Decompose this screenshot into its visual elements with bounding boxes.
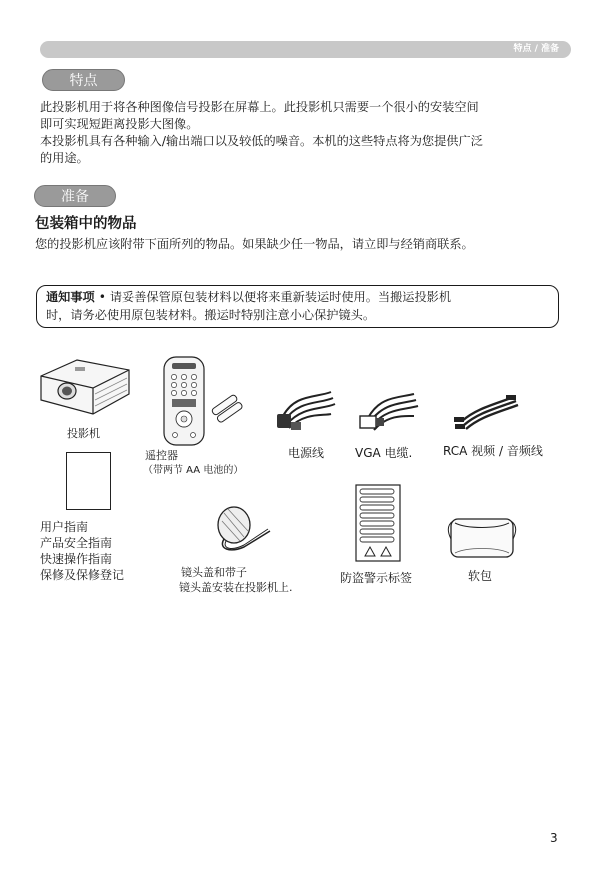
projector-icon — [37, 354, 133, 420]
caption-rca-cable: RCA 视频 / 音频线 — [443, 444, 543, 458]
caption-vga-cable: VGA 电缆. — [355, 446, 413, 460]
caption-manual-4: 保修及保修登记 — [40, 568, 125, 582]
features-para1-line2: 即可实现短距离投影大图像。 — [40, 117, 199, 131]
caption-manual-1: 用户指南 — [40, 520, 89, 534]
caption-security-label: 防盗警示标签 — [340, 571, 413, 585]
lens-cap-icon — [210, 503, 274, 557]
caption-lens-cap: 镜头盖和带子 — [181, 566, 247, 579]
notice-label: 通知事项 — [46, 290, 95, 304]
notice-box — [36, 285, 559, 328]
caption-projector: 投影机 — [67, 427, 100, 440]
features-para1-line1: 此投影机用于将各种图像信号投影在屏幕上。此投影机只需要一个很小的安装空间 — [40, 100, 479, 114]
subsection-title: 包装箱中的物品 — [35, 216, 137, 232]
manual-book-icon — [66, 452, 111, 510]
header-bar — [40, 41, 571, 58]
caption-lens-cap-note: 镜头盖安装在投影机上. — [179, 581, 293, 594]
breadcrumb: 特点 / 准备 — [513, 44, 559, 54]
caption-power-cord: 电源线 — [288, 446, 325, 460]
notice-line2: 时，请务必使用原包装材料。搬运时特别注意小心保护镜头。 — [46, 308, 376, 322]
security-label-icon — [355, 484, 401, 562]
section-title-features: 特点 — [42, 69, 125, 91]
section-title-preparation: 准备 — [34, 185, 116, 207]
page-number: 3 — [550, 831, 558, 845]
battery-icon — [211, 394, 243, 423]
caption-soft-case: 软包 — [468, 569, 493, 583]
caption-manual-3: 快速操作指南 — [40, 552, 113, 566]
vga-cable-icon — [358, 388, 420, 436]
features-para2-line2: 的用途。 — [40, 151, 89, 165]
caption-manual-2: 产品安全指南 — [40, 536, 113, 550]
soft-case-icon — [447, 513, 517, 561]
caption-remote-note: （带两节 AA 电池的） — [143, 465, 244, 476]
notice-line1: 通知事项 • 请妥善保管原包装材料以便将来重新装运时使用。当搬运投影机 — [46, 290, 452, 304]
caption-remote: 遥控器 — [145, 449, 178, 462]
remote-control-icon — [160, 355, 250, 447]
rca-cable-icon — [452, 391, 522, 435]
power-cord-icon — [275, 388, 337, 436]
preparation-intro: 您的投影机应该附带下面所列的物品。如果缺少任一物品，请立即与经销商联系。 — [35, 237, 474, 251]
features-para2-line1: 本投影机具有各种输入/输出端口以及较低的噪音。本机的这些特点将为您提供广泛 — [40, 134, 483, 148]
